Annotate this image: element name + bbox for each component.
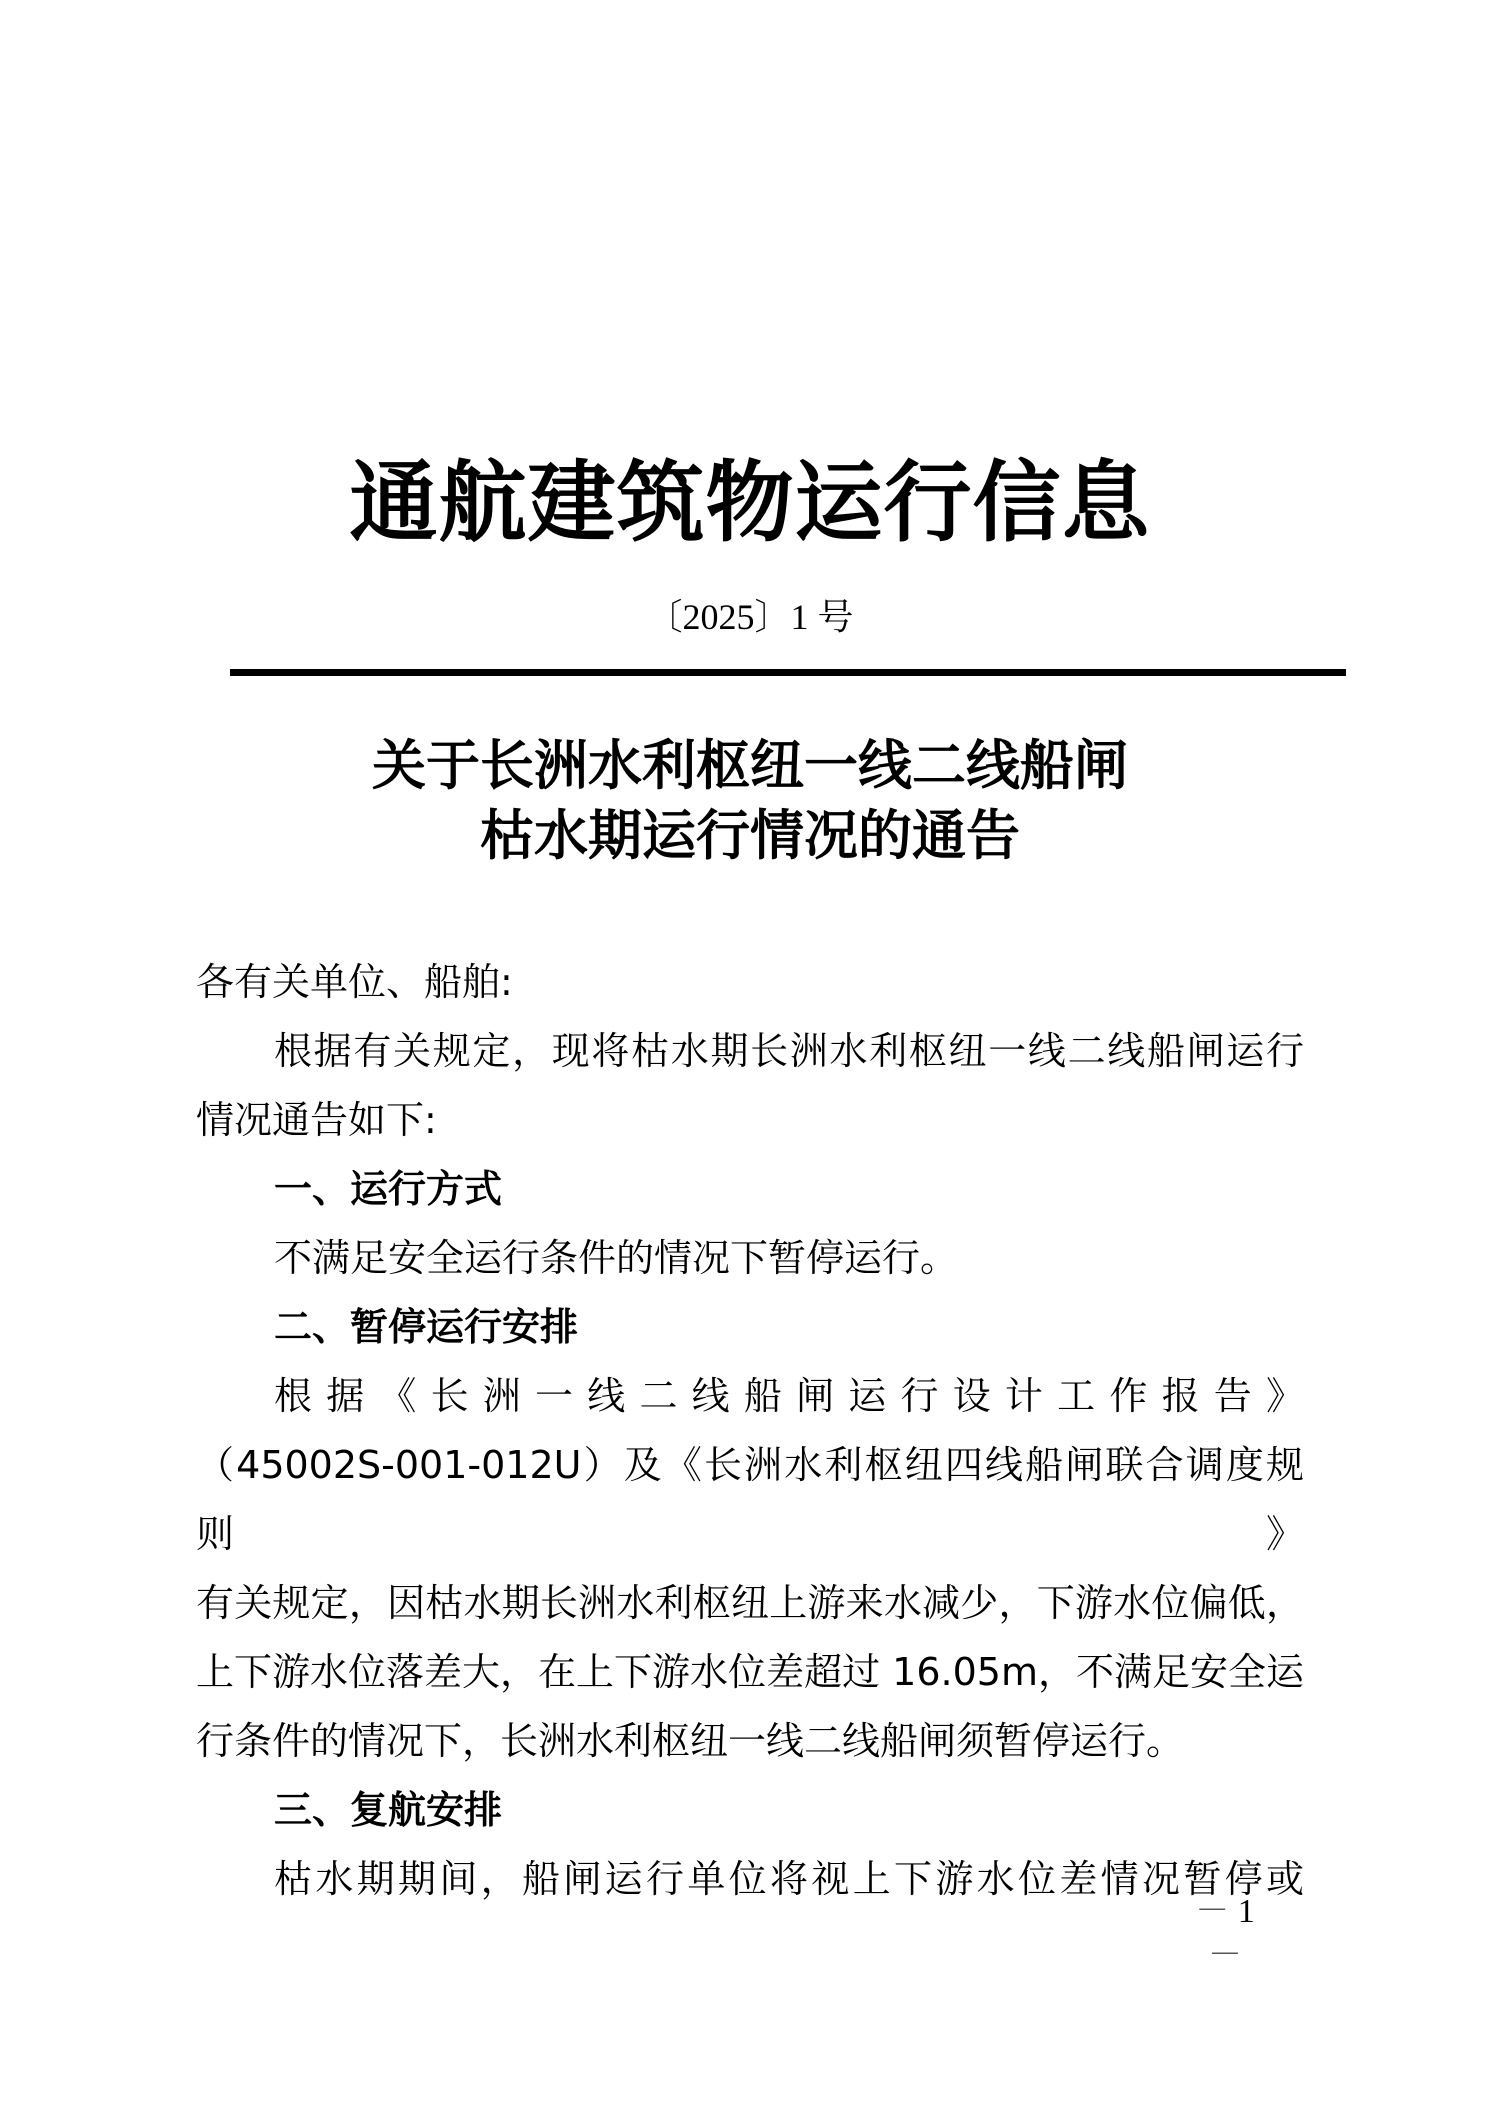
- section-2-line-2: （45002S-001-012U）及《长洲水利枢纽四线船闸联合调度规则》: [196, 1443, 1304, 1556]
- page-number: [1180, 1890, 1270, 1978]
- intro-line-2: 情况通告如下:: [196, 1098, 437, 1142]
- section-1-text: 不满足安全运行条件的情况下暂停运行。: [274, 1236, 959, 1280]
- page-number-value: 1: [1237, 1893, 1255, 1930]
- section-1-heading: 一、运行方式: [274, 1167, 503, 1211]
- section-2-line-4: 上下游水位落差大，在上下游水位差超过 16.05m，不满足安全运: [196, 1650, 1304, 1694]
- document-number: 〔2025〕1 号: [646, 597, 854, 637]
- section-2-line-5: 行条件的情况下，长洲水利枢纽一线二线船闸须暂停运行。: [196, 1719, 1185, 1763]
- section-3-text: 枯水期期间，船闸运行单位将视上下游水位差情况暂停或: [274, 1857, 1304, 1901]
- header-divider-rule: [230, 669, 1346, 676]
- notice-body: [196, 948, 1304, 1914]
- masthead-title: 通航建筑物运行信息: [349, 450, 1151, 554]
- section-2-heading: 二、暂停运行安排: [274, 1305, 579, 1349]
- notice-title-line-1: 关于长洲水利枢纽一线二线船闸: [372, 733, 1128, 797]
- page-number-dash-left: －: [1195, 1893, 1230, 1930]
- notice-title: [0, 730, 1500, 870]
- intro-line-1: 根据有关规定，现将枯水期长洲水利枢纽一线二线船闸运行: [274, 1029, 1304, 1073]
- notice-title-line-2: 枯水期运行情况的通告: [480, 803, 1020, 867]
- section-2-line-1: 根据《长洲一线二线船闸运行设计工作报告》: [274, 1374, 1304, 1418]
- page-number-dash-right: －: [1208, 1937, 1242, 1974]
- salutation: 各有关单位、船舶:: [196, 960, 513, 1004]
- section-3-heading: 三、复航安排: [274, 1788, 503, 1832]
- section-2-line-3: 有关规定，因枯水期长洲水利枢纽上游来水减少，下游水位偏低，: [196, 1581, 1304, 1625]
